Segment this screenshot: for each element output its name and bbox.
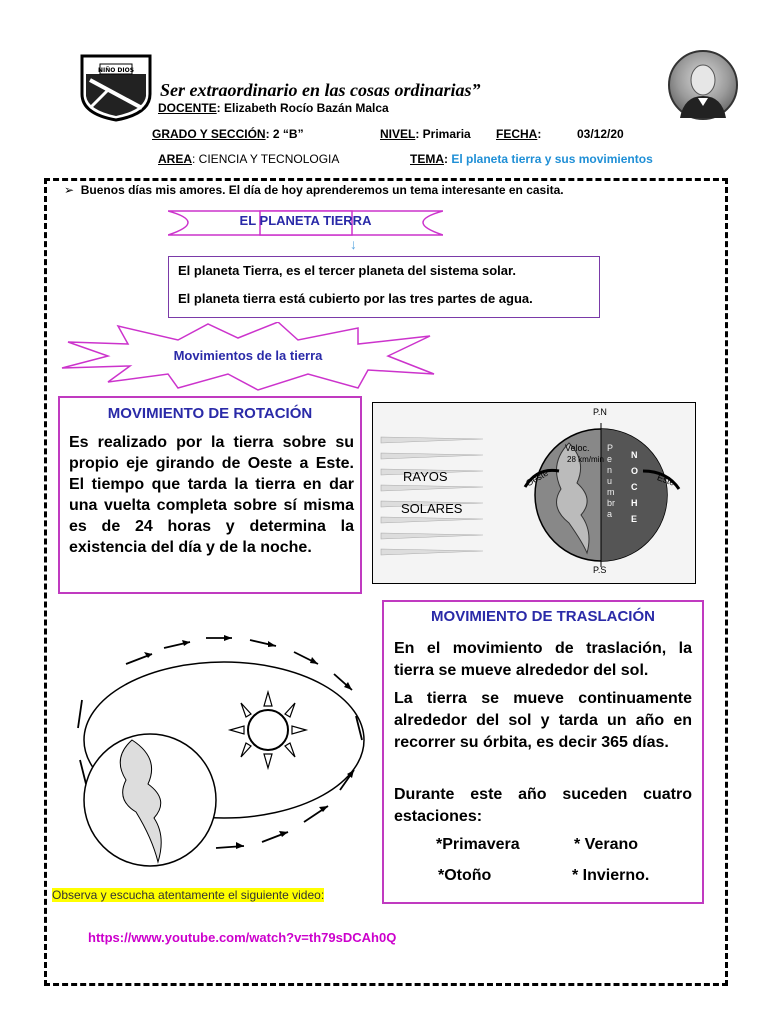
pn-label: P.N	[593, 407, 607, 417]
tema-value: El planeta tierra y sus movimientos	[451, 152, 653, 166]
season-verano: * Verano	[574, 836, 639, 853]
video-prompt: Observa y escucha atentamente el siguiente video:	[52, 888, 325, 902]
area-line	[158, 152, 339, 166]
rotation-diagram	[372, 402, 696, 584]
traslacion-title: MOVIMIENTO DE TRASLACIÓN	[431, 608, 655, 625]
grado-value: : 2 “B”	[265, 127, 304, 141]
portrait-photo	[668, 50, 738, 120]
traslacion-p1: En el movimiento de traslación, la tierra se mueve alrededor del sol.	[394, 640, 692, 679]
grado-label: GRADO Y SECCIÓN	[152, 127, 266, 141]
nivel-label: NIVEL	[380, 127, 416, 141]
down-arrow-icon: ↓	[350, 236, 357, 252]
season-otono: *Otoño	[438, 867, 492, 884]
planeta-p1: El planeta Tierra, es el tercer planeta del sistema solar.	[178, 263, 516, 278]
season-primavera: *Primavera	[436, 836, 520, 853]
docente-value: : Elizabeth Rocío Bazán Malca	[216, 101, 389, 115]
rotacion-box	[58, 396, 362, 594]
veloc-label: Veloc.	[565, 443, 590, 453]
video-link[interactable]: https://www.youtube.com/watch?v=th79sDCAh0Q	[88, 930, 397, 945]
penumbra-label: Penumbra	[607, 443, 616, 519]
nivel-line	[380, 127, 471, 141]
rotacion-title: MOVIMIENTO DE ROTACIÓN	[107, 405, 313, 422]
fecha-line: FECHA:	[496, 127, 542, 141]
movimientos-starburst	[58, 322, 438, 392]
solares-label: SOLARES	[401, 501, 463, 516]
planeta-box	[168, 256, 600, 318]
logo-text: NIÑO DIOS	[97, 67, 135, 74]
motto: Ser extraordinario en las cosas ordinarias”	[160, 80, 481, 100]
area-value: : CIENCIA Y TECNOLOGIA	[192, 152, 340, 166]
traslacion-p2: La tierra se mueve continuamente alrededor del sol y tarda un año en recorrer su órbita, es decir 365 días.	[394, 690, 692, 751]
bullet-arrow-icon: ➢	[64, 183, 75, 197]
area-label: AREA	[158, 152, 193, 166]
planeta-p2: El planeta tierra está cubierto por las tres partes de agua.	[178, 291, 533, 306]
docente-label: DOCENTE	[158, 101, 217, 115]
season-invierno: * Invierno.	[572, 867, 650, 884]
grado-line	[152, 127, 304, 141]
noche-label: NOCHE	[631, 450, 639, 524]
fecha-value: 03/12/20	[577, 127, 624, 141]
oeste-label: Oeste	[524, 467, 550, 489]
tema-line: TEMA: El planeta tierra y sus movimientos	[410, 152, 653, 166]
rotacion-text: Es realizado por la tierra sobre su propio eje girando de Oeste a Este. El tiempo que tarda la tierra en dar una vuelta completa sobre sí misma es de 24 horas y determina la existencia del día y de la noche.	[69, 434, 354, 556]
traslacion-box	[382, 600, 704, 904]
movimientos-title: Movimientos de la tierra	[173, 348, 323, 363]
intro-text: Buenos días mis amores. El día de hoy aprenderemos un tema interesante en casita.	[80, 183, 564, 197]
intro-line	[64, 183, 564, 197]
speed-label: 28 km/min	[567, 455, 604, 464]
fecha-label: FECHA	[496, 127, 538, 141]
tema-label: TEMA	[410, 152, 444, 166]
orbit-illustration	[74, 630, 374, 890]
docente-line	[158, 101, 389, 115]
este-label: Este	[655, 472, 677, 488]
rayos-label: RAYOS	[403, 469, 448, 484]
traslacion-p3: Durante este año suceden cuatro estaciones:	[394, 786, 692, 825]
ps-label: P.S	[593, 565, 607, 575]
planeta-banner	[168, 208, 443, 238]
school-logo	[78, 50, 154, 122]
planeta-title: EL PLANETA TIERRA	[239, 213, 372, 228]
nivel-value: : Primaria	[415, 127, 471, 141]
